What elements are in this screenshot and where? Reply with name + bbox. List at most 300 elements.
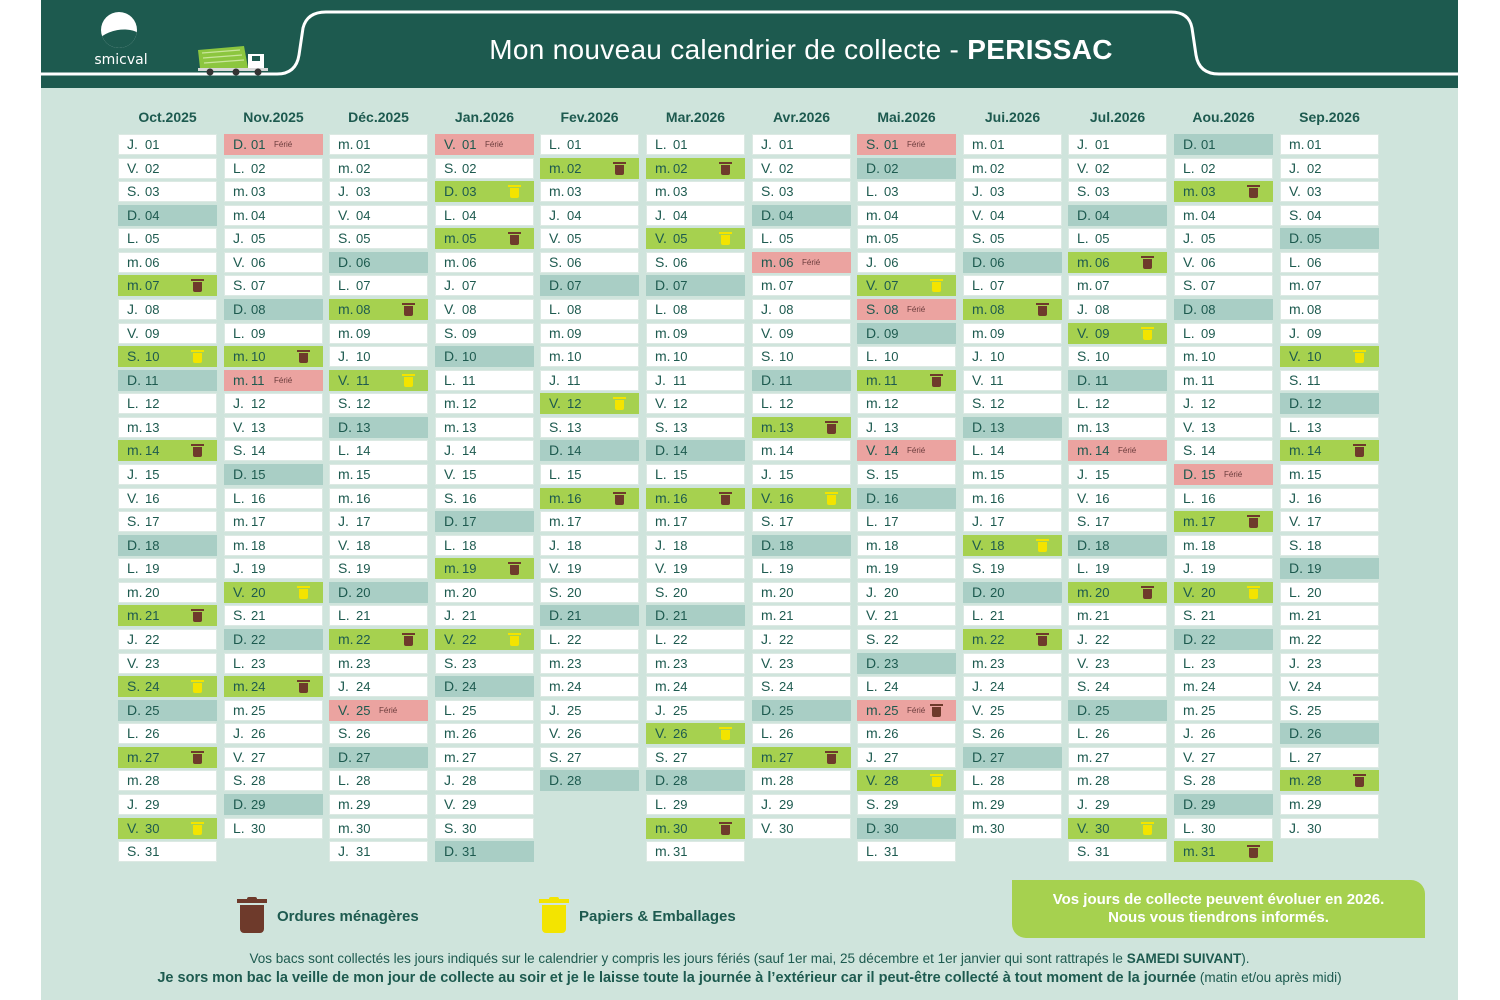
month-name: Sep.2026 <box>1299 109 1360 125</box>
day-cell <box>540 676 639 697</box>
day-cell <box>1174 747 1273 768</box>
day-number: 29 <box>356 797 371 812</box>
day-cell <box>435 794 534 815</box>
day-cell <box>1174 676 1273 697</box>
day-cell <box>540 535 639 556</box>
day-cell <box>1068 794 1167 815</box>
legend-papiers-label: Papiers & Emballages <box>579 908 736 925</box>
day-number: 24 <box>673 679 688 694</box>
day-cell <box>329 511 428 532</box>
trash-bin-brown-icon <box>931 374 942 387</box>
weekday-letter: V. <box>233 584 245 600</box>
day-cell <box>224 464 323 485</box>
day-number: 15 <box>1201 467 1216 482</box>
day-cell <box>224 629 323 650</box>
day-number: 05 <box>1095 231 1110 246</box>
day-number: 10 <box>356 349 371 364</box>
trash-bin-brown-icon <box>237 897 267 933</box>
day-number: 12 <box>673 396 688 411</box>
weekday-letter: L. <box>1077 395 1089 411</box>
day-cell <box>646 582 745 603</box>
day-cell <box>1280 181 1379 202</box>
day-number: 28 <box>990 773 1005 788</box>
day-number: 11 <box>884 373 898 388</box>
day-number: 26 <box>673 726 688 741</box>
weekday-letter: m. <box>761 772 777 788</box>
weekday-letter: m. <box>444 749 460 765</box>
day-number: 01 <box>1201 137 1216 152</box>
weekday-letter: m. <box>761 277 777 293</box>
day-cell <box>329 228 428 249</box>
month-column <box>540 104 639 865</box>
weekday-letter: m. <box>444 560 460 576</box>
day-number: 03 <box>884 184 899 199</box>
day-number: 28 <box>1095 773 1110 788</box>
day-number: 11 <box>990 373 1004 388</box>
day-cell <box>646 299 745 320</box>
weekday-letter: m. <box>655 655 671 671</box>
weekday-letter: D. <box>549 607 563 623</box>
day-cell <box>1068 629 1167 650</box>
day-cell <box>646 676 745 697</box>
day-number: 22 <box>1095 632 1110 647</box>
holiday-label: Férié <box>802 258 821 267</box>
day-number: 03 <box>145 184 160 199</box>
weekday-letter: m. <box>549 183 565 199</box>
weekday-letter: L. <box>233 325 245 341</box>
weekday-letter: D. <box>655 277 669 293</box>
weekday-letter: V. <box>338 207 350 223</box>
day-cell <box>963 676 1062 697</box>
day-number: 19 <box>251 561 266 576</box>
day-number: 26 <box>884 726 899 741</box>
day-cell <box>963 158 1062 179</box>
day-number: 15 <box>462 467 477 482</box>
weekday-letter: D. <box>866 325 880 341</box>
day-number: 11 <box>1307 373 1321 388</box>
weekday-letter: S. <box>549 254 563 270</box>
weekday-letter: V. <box>444 136 456 152</box>
weekday-letter: m. <box>866 560 882 576</box>
day-cell <box>118 181 217 202</box>
day-number: 13 <box>462 420 477 435</box>
day-number: 10 <box>567 349 582 364</box>
day-number: 30 <box>779 821 794 836</box>
day-number: 10 <box>251 349 266 364</box>
day-cell <box>963 134 1062 155</box>
weekday-letter: m. <box>444 419 460 435</box>
day-number: 10 <box>1307 349 1322 364</box>
day-cell <box>435 511 534 532</box>
day-cell <box>646 275 745 296</box>
day-number: 21 <box>567 608 582 623</box>
day-cell <box>646 535 745 556</box>
weekday-letter: L. <box>233 490 245 506</box>
day-cell <box>1174 629 1273 650</box>
day-cell <box>540 323 639 344</box>
day-number: 08 <box>673 302 688 317</box>
day-number: 03 <box>1201 184 1216 199</box>
month-name: Jan.2026 <box>454 109 515 125</box>
weekday-letter: D. <box>233 136 247 152</box>
day-cell <box>435 228 534 249</box>
weekday-letter: m. <box>549 678 565 694</box>
day-number: 22 <box>356 632 371 647</box>
day-cell <box>857 818 956 839</box>
day-cell <box>435 393 534 414</box>
day-cell <box>118 653 217 674</box>
day-number: 27 <box>356 750 371 765</box>
day-cell <box>963 299 1062 320</box>
weekday-letter: m. <box>549 513 565 529</box>
month-name: Mai.2026 <box>877 109 936 125</box>
day-cell <box>646 723 745 744</box>
day-number: 20 <box>1307 585 1322 600</box>
weekday-letter: V. <box>1183 584 1195 600</box>
day-cell <box>1068 417 1167 438</box>
day-cell <box>435 464 534 485</box>
day-cell <box>857 464 956 485</box>
day-cell <box>752 770 851 791</box>
day-cell <box>329 653 428 674</box>
day-cell <box>1068 440 1167 461</box>
day-cell <box>1174 794 1273 815</box>
day-cell <box>1280 488 1379 509</box>
day-number: 20 <box>462 585 477 600</box>
day-cell <box>435 700 534 721</box>
day-number: 30 <box>251 821 266 836</box>
day-cell <box>435 299 534 320</box>
day-cell <box>963 511 1062 532</box>
footer-line-2-text: Je sors mon bac la veille de mon jour de collecte au soir et je le laisse toute la journée à l’extérieur car il peut-être collecté à tout moment de la journée <box>157 970 1197 986</box>
day-cell <box>1280 417 1379 438</box>
day-number: 22 <box>462 632 477 647</box>
day-cell <box>1174 323 1273 344</box>
weekday-letter: V. <box>233 749 245 765</box>
weekday-letter: L. <box>127 725 139 741</box>
weekday-letter: S. <box>866 631 880 647</box>
day-number: 20 <box>779 585 794 600</box>
weekday-letter: m. <box>655 843 671 859</box>
month-column <box>329 104 428 865</box>
day-number: 17 <box>1095 514 1110 529</box>
day-cell <box>329 323 428 344</box>
day-cell <box>1068 511 1167 532</box>
day-cell <box>224 323 323 344</box>
day-number: 15 <box>673 467 688 482</box>
weekday-letter: J. <box>127 301 138 317</box>
day-cell <box>1174 252 1273 273</box>
day-number: 04 <box>1307 208 1322 223</box>
weekday-letter: S. <box>972 725 986 741</box>
day-number: 25 <box>1307 703 1322 718</box>
weekday-letter: m. <box>655 513 671 529</box>
day-number: 04 <box>673 208 688 223</box>
day-number: 07 <box>990 278 1005 293</box>
day-number: 17 <box>462 514 477 529</box>
day-number: 07 <box>884 278 899 293</box>
weekday-letter: S. <box>444 820 458 836</box>
day-cell <box>646 653 745 674</box>
day-cell <box>118 299 217 320</box>
weekday-letter: m. <box>655 348 671 364</box>
weekday-letter: L. <box>549 301 561 317</box>
day-cell <box>752 393 851 414</box>
day-cell <box>963 629 1062 650</box>
day-cell <box>857 676 956 697</box>
day-cell <box>752 252 851 273</box>
day-cell <box>646 794 745 815</box>
day-cell <box>1280 558 1379 579</box>
day-number: 17 <box>567 514 582 529</box>
day-cell <box>329 205 428 226</box>
weekday-letter: V. <box>1289 348 1301 364</box>
day-number: 08 <box>779 302 794 317</box>
day-cell <box>329 417 428 438</box>
day-number: 03 <box>1307 184 1322 199</box>
day-number: 26 <box>251 726 266 741</box>
day-number: 12 <box>356 396 371 411</box>
day-number: 27 <box>145 750 160 765</box>
day-number: 28 <box>462 773 477 788</box>
day-number: 01 <box>145 137 160 152</box>
day-cell <box>224 393 323 414</box>
day-number: 25 <box>990 703 1005 718</box>
day-cell <box>329 629 428 650</box>
month-name: Aou.2026 <box>1192 109 1255 125</box>
weekday-letter: L. <box>1183 655 1195 671</box>
day-number: 19 <box>884 561 899 576</box>
day-cell <box>1280 464 1379 485</box>
day-cell <box>1280 770 1379 791</box>
weekday-letter: J. <box>233 560 244 576</box>
weekday-letter: V. <box>1183 254 1195 270</box>
weekday-letter: m. <box>549 325 565 341</box>
day-cell <box>224 653 323 674</box>
day-cell <box>1068 488 1167 509</box>
weekday-letter: L. <box>655 136 667 152</box>
day-cell <box>752 488 851 509</box>
day-cell <box>1068 676 1167 697</box>
weekday-letter: D. <box>1289 395 1303 411</box>
day-number: 26 <box>1095 726 1110 741</box>
day-cell <box>329 700 428 721</box>
day-number: 17 <box>673 514 688 529</box>
day-number: 14 <box>673 443 688 458</box>
day-number: 01 <box>567 137 582 152</box>
day-number: 16 <box>567 491 582 506</box>
weekday-letter: D. <box>127 702 141 718</box>
day-number: 23 <box>779 656 794 671</box>
day-number: 21 <box>251 608 266 623</box>
day-cell <box>540 181 639 202</box>
day-cell <box>1280 370 1379 391</box>
weekday-letter: S. <box>549 584 563 600</box>
month-name: Oct.2025 <box>138 109 197 125</box>
day-number: 20 <box>356 585 371 600</box>
day-cell <box>646 323 745 344</box>
day-cell <box>1068 558 1167 579</box>
day-cell <box>224 346 323 367</box>
day-cell <box>118 417 217 438</box>
day-cell <box>1280 653 1379 674</box>
day-number: 18 <box>462 538 477 553</box>
day-cell <box>1174 770 1273 791</box>
day-number: 08 <box>884 302 899 317</box>
day-cell <box>752 417 851 438</box>
weekday-letter: J. <box>338 843 349 859</box>
weekday-letter: D. <box>761 537 775 553</box>
weekday-letter: m. <box>338 796 354 812</box>
day-number: 12 <box>884 396 899 411</box>
footer-line-1-bold: SAMEDI SUIVANT <box>1126 951 1242 966</box>
day-number: 15 <box>251 467 266 482</box>
day-cell <box>857 417 956 438</box>
day-cell <box>1280 205 1379 226</box>
day-cell <box>1280 228 1379 249</box>
day-cell <box>329 605 428 626</box>
day-number: 31 <box>1201 844 1216 859</box>
day-number: 10 <box>1095 349 1110 364</box>
weekday-letter: L. <box>866 513 878 529</box>
day-cell <box>435 488 534 509</box>
day-number: 04 <box>251 208 266 223</box>
weekday-letter: m. <box>127 254 143 270</box>
day-cell <box>224 488 323 509</box>
weekday-letter: D. <box>1077 702 1091 718</box>
trash-bin-brown-icon <box>826 421 837 434</box>
weekday-letter: V. <box>761 490 773 506</box>
day-cell <box>540 511 639 532</box>
weekday-letter: m. <box>444 230 460 246</box>
weekday-letter: S. <box>1183 772 1197 788</box>
day-cell <box>1280 700 1379 721</box>
weekday-letter: S. <box>127 183 141 199</box>
day-cell <box>118 228 217 249</box>
day-cell <box>857 323 956 344</box>
day-cell <box>963 417 1062 438</box>
day-number: 21 <box>884 608 899 623</box>
weekday-letter: D. <box>233 466 247 482</box>
day-number: 07 <box>567 278 582 293</box>
month-column <box>1068 104 1167 865</box>
day-number: 21 <box>779 608 794 623</box>
day-cell <box>857 535 956 556</box>
holiday-label: Férié <box>1118 446 1137 455</box>
weekday-letter: L. <box>655 466 667 482</box>
day-number: 24 <box>1095 679 1110 694</box>
weekday-letter: S. <box>1183 607 1197 623</box>
day-number: 08 <box>1307 302 1322 317</box>
day-number: 02 <box>251 161 266 176</box>
weekday-letter: J. <box>1183 560 1194 576</box>
weekday-letter: L. <box>866 348 878 364</box>
weekday-letter: L. <box>1077 560 1089 576</box>
weekday-letter: D. <box>233 301 247 317</box>
day-cell <box>224 134 323 155</box>
day-number: 18 <box>145 538 160 553</box>
weekday-letter: L. <box>1289 749 1301 765</box>
weekday-letter: J. <box>972 348 983 364</box>
trash-bin-brown-icon <box>1248 515 1259 528</box>
day-cell <box>435 841 534 862</box>
day-number: 31 <box>1095 844 1110 859</box>
day-cell <box>1068 605 1167 626</box>
day-cell <box>118 393 217 414</box>
day-number: 27 <box>1201 750 1216 765</box>
day-number: 14 <box>356 443 371 458</box>
day-number: 04 <box>145 208 160 223</box>
weekday-letter: V. <box>549 725 561 741</box>
day-number: 02 <box>673 161 688 176</box>
day-number: 16 <box>251 491 266 506</box>
day-cell <box>1280 299 1379 320</box>
day-cell <box>646 605 745 626</box>
weekday-letter: m. <box>233 537 249 553</box>
day-cell <box>646 770 745 791</box>
day-cell <box>1068 393 1167 414</box>
day-cell <box>752 275 851 296</box>
holiday-label: Férié <box>907 446 926 455</box>
trash-bin-yellow-icon <box>1142 327 1153 340</box>
day-cell <box>224 370 323 391</box>
weekday-letter: S. <box>444 325 458 341</box>
day-number: 23 <box>1307 656 1322 671</box>
weekday-letter: L. <box>655 631 667 647</box>
day-cell <box>224 723 323 744</box>
weekday-letter: m. <box>972 820 988 836</box>
day-cell <box>1174 535 1273 556</box>
day-cell <box>1174 605 1273 626</box>
month-column <box>118 104 217 865</box>
day-number: 24 <box>884 679 899 694</box>
weekday-letter: D. <box>549 277 563 293</box>
day-cell <box>435 723 534 744</box>
weekday-letter: V. <box>233 419 245 435</box>
day-cell <box>857 747 956 768</box>
day-cell <box>435 158 534 179</box>
weekday-letter: m. <box>233 348 249 364</box>
day-number: 30 <box>1307 821 1322 836</box>
weekday-letter: D. <box>549 772 563 788</box>
day-cell <box>118 323 217 344</box>
weekday-letter: L. <box>1183 160 1195 176</box>
trash-bin-brown-icon <box>720 822 731 835</box>
weekday-letter: S. <box>761 348 775 364</box>
weekday-letter: m. <box>338 301 354 317</box>
weekday-letter: J. <box>866 419 877 435</box>
day-cell <box>118 794 217 815</box>
day-cell <box>1174 228 1273 249</box>
day-number: 23 <box>462 656 477 671</box>
day-cell <box>118 582 217 603</box>
weekday-letter: m. <box>338 466 354 482</box>
weekday-letter: m. <box>233 513 249 529</box>
day-number: 14 <box>1307 443 1322 458</box>
weekday-letter: L. <box>338 607 350 623</box>
day-cell <box>1280 440 1379 461</box>
weekday-letter: L. <box>655 301 667 317</box>
weekday-letter: m. <box>655 183 671 199</box>
day-number: 12 <box>145 396 160 411</box>
weekday-letter: S. <box>444 490 458 506</box>
day-number: 13 <box>567 420 582 435</box>
weekday-letter: V. <box>761 820 773 836</box>
weekday-letter: D. <box>338 749 352 765</box>
weekday-letter: m. <box>1077 584 1093 600</box>
weekday-letter: m. <box>866 372 882 388</box>
weekday-letter: D. <box>866 490 880 506</box>
